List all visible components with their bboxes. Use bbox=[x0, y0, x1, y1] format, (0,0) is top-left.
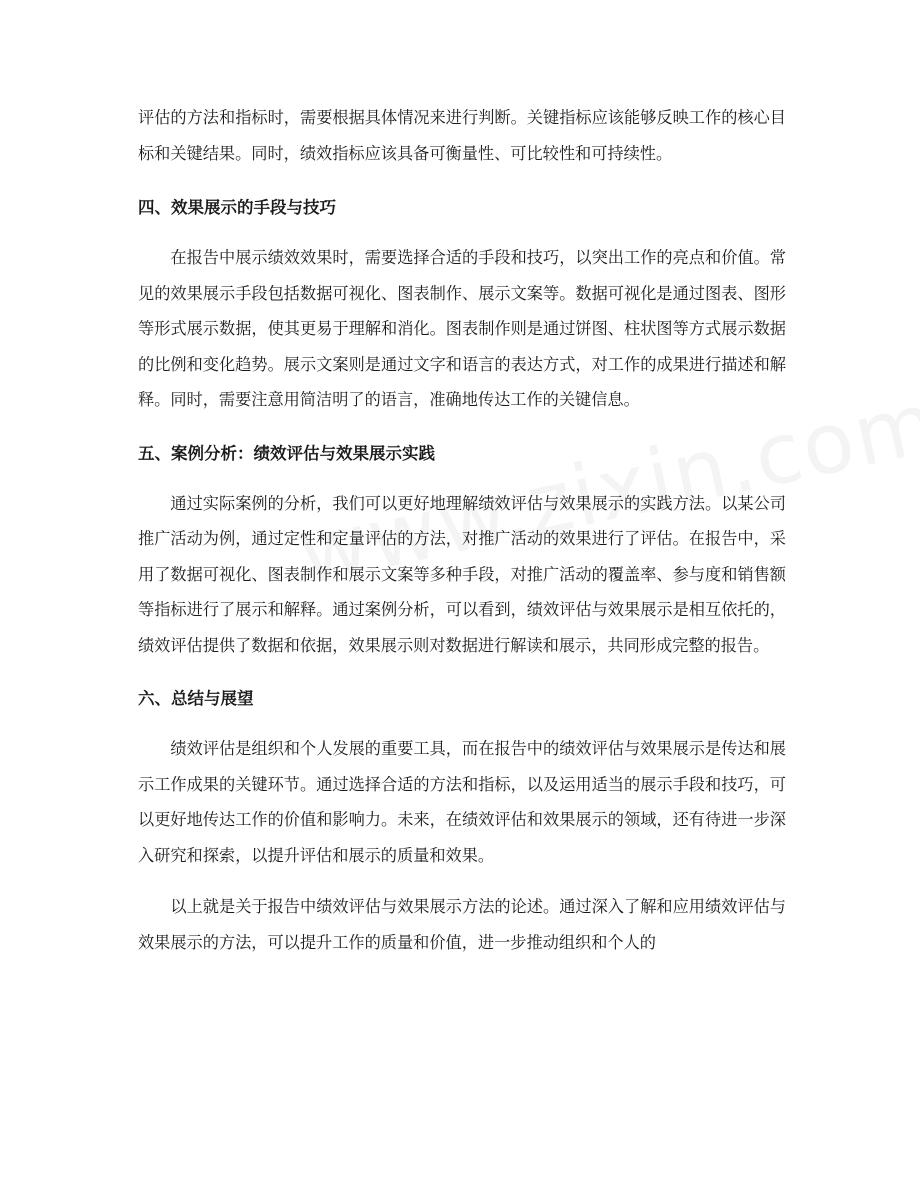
section-heading-6: 六、总结与展望 bbox=[138, 689, 254, 708]
paragraph-continued: 评估的方法和指标时，需要根据具体情况来进行判断。关键指标应该能够反映工作的核心目标和关键结果。同时，绩效指标应该具备可衡量性、可比较性和可持续性。 bbox=[138, 108, 786, 163]
section-5-paragraph: 通过实际案例的分析，我们可以更好地理解绩效评估与效果展示的实践方法。以某公司推广活动为例，通过定性和定量评估的方法，对推广活动的效果进行了评估。在报告中，采用了数据可视化、图表制作和展示文案等多种手段，对推广活动的覆盖率、参与度和销售额等指标进行了展示和解释。通过案例分析，可以看到，绩效评估与效果展示是相互依托的，绩效评估提供了数据和依据，效果展示则对数据进行解读和展示，共同形成完整的报告。 bbox=[138, 493, 786, 655]
document-content bbox=[138, 100, 786, 960]
section-6-paragraph: 绩效评估是组织和个人发展的重要工具，而在报告中的绩效评估与效果展示是传达和展示工作成果的关键环节。通过选择合适的方法和指标，以及运用适当的展示手段和技巧，可以更好地传达工作的价值和影响力。未来，在绩效评估和效果展示的领域，还有待进一步深入研究和探索，以提升评估和展示的质量和效果。 bbox=[138, 739, 786, 865]
section-heading-5: 五、案例分析：绩效评估与效果展示实践 bbox=[138, 443, 435, 463]
section-heading-4: 四、效果展示的手段与技巧 bbox=[138, 198, 336, 217]
closing-paragraph: 以上就是关于报告中绩效评估与效果展示方法的论述。通过深入了解和应用绩效评估与效果展示的方法，可以提升工作的质量和价值，进一步推动组织和个人的 bbox=[138, 897, 786, 952]
section-4-paragraph: 在报告中展示绩效效果时，需要选择合适的手段和技巧，以突出工作的亮点和价值。常见的效果展示手段包括数据可视化、图表制作、展示文案等。数据可视化是通过图表、图形等形式展示数据，使其更易于理解和消化。图表制作则是通过饼图、柱状图等方式展示数据的比例和变化趋势。展示文案则是通过文字和语言的表达方式，对工作的成果进行描述和解释。同时，需要注意用简洁明了的语言，准确地传达工作的关键信息。 bbox=[138, 248, 786, 409]
